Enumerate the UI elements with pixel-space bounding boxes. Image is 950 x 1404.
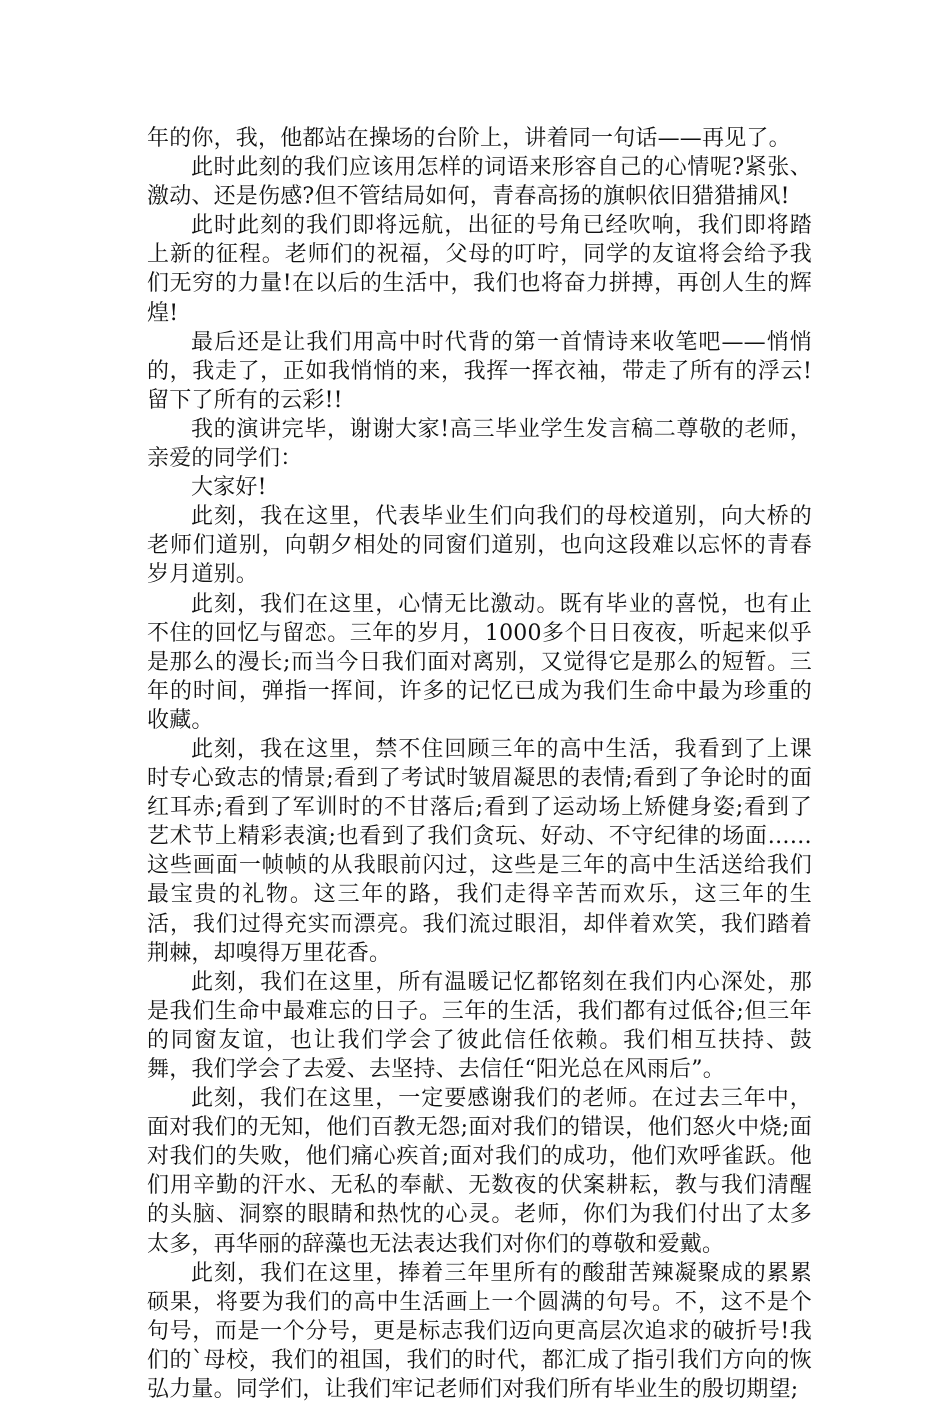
paragraph-8: 此刻，我在这里，禁不住回顾三年的高中生活，我看到了上课时专心致志的情景;看到了考试时皱眉凝思的表情;看到了争论时的面红耳赤;看到了军训时的不甘落后;看到了运动场上矫健身姿;看到了艺术节上精彩表演;也看到了我们贪玩、好动、不守纪律的场面……这些画面一帧帧的从我眼前闪过，这些是三年的高中生活送给我们最宝贵的礼物。这三年的路，我们走得辛苦而欢乐，这三年的生活，我们过得充实而漂亮。我们流过眼泪，却伴着欢笑，我们踏着荆棘，却嗅得万里花香。 bbox=[147, 736, 812, 966]
paragraph-9: 此刻，我们在这里，所有温暖记忆都铭刻在我们内心深处，那是我们生命中最难忘的日子。三年的生活，我们都有过低谷;但三年的同窗友谊，也让我们学会了彼此信任依赖。我们相互扶持、鼓舞，我们学会了去爱、去坚持、去信任“阳光总在风雨后”。 bbox=[147, 969, 812, 1082]
paragraph-6: 此刻，我在这里，代表毕业生们向我们的母校道别，向大桥的老师们道别，向朝夕相处的同窗们道别，也向这段难以忘怀的青春岁月道别。 bbox=[147, 504, 812, 588]
paragraph-10: 此刻，我们在这里，一定要感谢我们的老师。在过去三年中，面对我们的无知，他们百教无怨;面对我们的错误，他们怒火中烧;面对我们的失败，他们痛心疾首;面对我们的成功，他们欢呼雀跃。他们用辛勤的汗水、无私的奉献、无数夜的伏案耕耘，教与我们清醒的头脑、洞察的眼睛和热忱的心灵。老师，你们为我们付出了太多太多，再华丽的辞藻也无法表达我们对你们的尊敬和爱戴。 bbox=[147, 1086, 812, 1257]
paragraph-0: 年的你，我，他都站在操场的台阶上，讲着同一句话——再见了。 bbox=[147, 126, 791, 151]
paragraph-5: 大家好! bbox=[191, 475, 267, 501]
paragraph-1: 此时此刻的我们应该用怎样的词语来形容自己的心情呢?紧张、激动、还是伤感?但不管结局如何，青春高扬的旗帜依旧猎猎捕风! bbox=[147, 155, 812, 210]
document-body bbox=[147, 124, 812, 1404]
paragraph-3: 最后还是让我们用高中时代背的第一首情诗来收笔吧——悄悄的，我走了，正如我悄悄的来，我挥一挥衣袖，带走了所有的浮云!留下了所有的云彩!! bbox=[147, 329, 812, 413]
paragraph-2: 此时此刻的我们即将远航，出征的号角已经吹响，我们即将踏上新的征程。老师们的祝福，父母的叮咛，同学的友谊将会给予我们无穷的力量!在以后的生活中，我们也将奋力拼搏，再创人生的辉煌! bbox=[147, 213, 812, 326]
paragraph-7: 此刻，我们在这里，心情无比激动。既有毕业的喜悦，也有止不住的回忆与留恋。三年的岁月，1000多个日日夜夜，听起来似乎是那么的漫长;而当今日我们面对离别，又觉得它是那么的短暂。三年的时间，弹指一挥间，许多的记忆已成为我们生命中最为珍重的收藏。 bbox=[147, 591, 812, 733]
paragraph-11: 此刻，我们在这里，捧着三年里所有的酸甜苦辣凝聚成的累累硕果，将要为我们的高中生活画上一个圆满的句号。不，这不是个句号，而是一个分号，更是标志我们迈向更高层次追求的破折号!我们的`母校，我们的祖国，我们的时代，都汇成了指引我们方向的恢弘力量。同学们，让我们牢记老师们对我们所有毕业生的殷切期望; bbox=[147, 1260, 812, 1403]
paragraph-4: 我的演讲完毕，谢谢大家!高三毕业学生发言稿二尊敬的老师，亲爱的同学们： bbox=[147, 416, 812, 472]
